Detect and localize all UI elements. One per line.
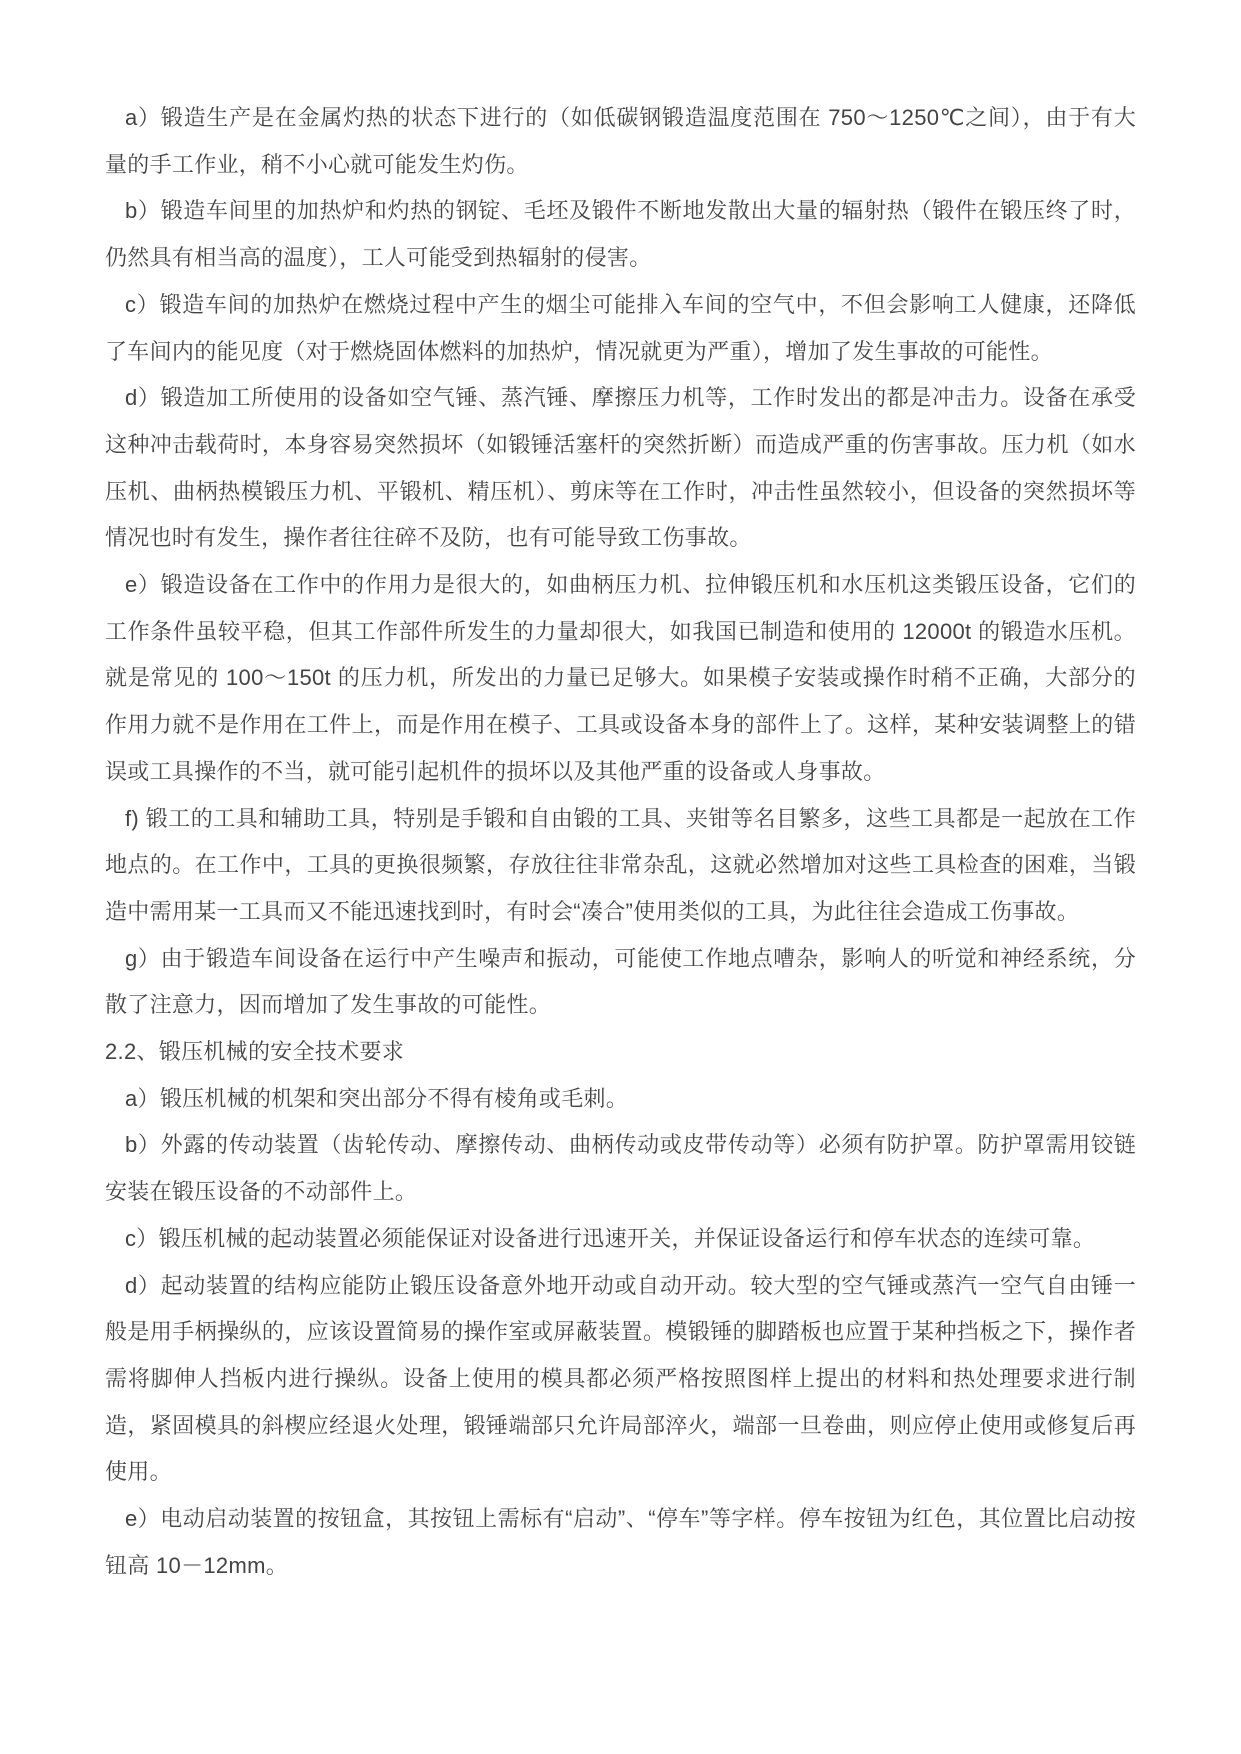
- hazard-item-g: g）由于锻造车间设备在运行中产生噪声和振动，可能使工作地点嘈杂，影响人的听觉和神经系统，分散了注意力，因而增加了发生事故的可能性。: [105, 945, 1136, 1018]
- hazard-item-f: f) 锻工的工具和辅助工具，特别是手锻和自由锻的工具、夹钳等名目繁多，这些工具都是一起放在工作地点的。在工作中，工具的更换很频繁，存放往往非常杂乱，这就必然增加对这些工具检查的困难，当锻造中需用某一工具而又不能迅速找到时，有时会“凑合”使用类似的工具，为此往往会造成工伤事故。: [105, 805, 1136, 924]
- hazard-item-c: c）锻造车间的加热炉在燃烧过程中产生的烟尘可能排入车间的空气中，不但会影响工人健康，还降低了车间内的能见度（对于燃烧固体燃料的加热炉，情况就更为严重），增加了发生事故的可能性。: [105, 291, 1136, 364]
- hazard-item-b: b）锻造车间里的加热炉和灼热的钢锭、毛坯及锻件不断地发散出大量的辐射热（锻件在锻压终了时，仍然具有相当高的温度），工人可能受到热辐射的侵害。: [105, 198, 1136, 271]
- safety-item-d: d）起动装置的结构应能防止锻压设备意外地开动或自动开动。较大型的空气锤或蒸汽一空气自由锤一般是用手柄操纵的，应该设置简易的操作室或屏蔽装置。模锻锤的脚踏板也应置于某种挡板之下，操作者需将脚伸人挡板内进行操纵。设备上使用的模具都必须严格按照图样上提出的材料和热处理要求进行制造，紧固模具的斜楔应经退火处理，锻锤端部只允许局部淬火，端部一旦卷曲，则应停止使用或修复后再使用。: [105, 1272, 1136, 1485]
- document-body: [105, 95, 1136, 1590]
- hazard-item-a: a）锻造生产是在金属灼热的状态下进行的（如低碳钢锻造温度范围在 750～1250℃之间），由于有大量的手工作业，稍不小心就可能发生灼伤。: [105, 105, 1136, 177]
- safety-item-b: b）外露的传动装置（齿轮传动、摩擦传动、曲柄传动或皮带传动等）必须有防护罩。防护罩需用铰链安装在锻压设备的不动部件上。: [105, 1132, 1136, 1205]
- section-heading-2-2: 2.2、锻压机械的安全技术要求: [105, 1039, 405, 1065]
- safety-item-e: e）电动启动装置的按钮盒，其按钮上需标有“启动”、“停车”等字样。停车按钮为红色，其位置比启动按钮高 10－12mm。: [105, 1506, 1136, 1578]
- safety-item-c: c）锻压机械的起动装置必须能保证对设备进行迅速开关，并保证设备运行和停车状态的连续可靠。: [125, 1225, 1096, 1251]
- safety-item-a: a）锻压机械的机架和突出部分不得有棱角或毛刺。: [125, 1085, 629, 1111]
- hazard-item-e: e）锻造设备在工作中的作用力是很大的，如曲柄压力机、拉伸锻压机和水压机这类锻压设备，它们的工作条件虽较平稳，但其工作部件所发生的力量却很大，如我国已制造和使用的 12000t 的锻造水压机。就是常见的 100～150t 的压力机，所发出的力量已足够大。如果模子安装或操作时稍不正确，大部分的作用力就不是作用在工件上，而是作用在模子、工具或设备本身的部件上了。这样，某种安装调整上的错误或工具操作的不当，就可能引起机件的损坏以及其他严重的设备或人身事故。: [105, 572, 1136, 784]
- hazard-item-d: d）锻造加工所使用的设备如空气锤、蒸汽锤、摩擦压力机等，工作时发出的都是冲击力。设备在承受这种冲击载荷时，本身容易突然损坏（如锻锤活塞杆的突然折断）而造成严重的伤害事故。压力机（如水压机、曲柄热模锻压力机、平锻机、精压机）、剪床等在工作时，冲击性虽然较小，但设备的突然损坏等情况也时有发生，操作者往往碎不及防，也有可能导致工伤事故。: [105, 385, 1136, 551]
